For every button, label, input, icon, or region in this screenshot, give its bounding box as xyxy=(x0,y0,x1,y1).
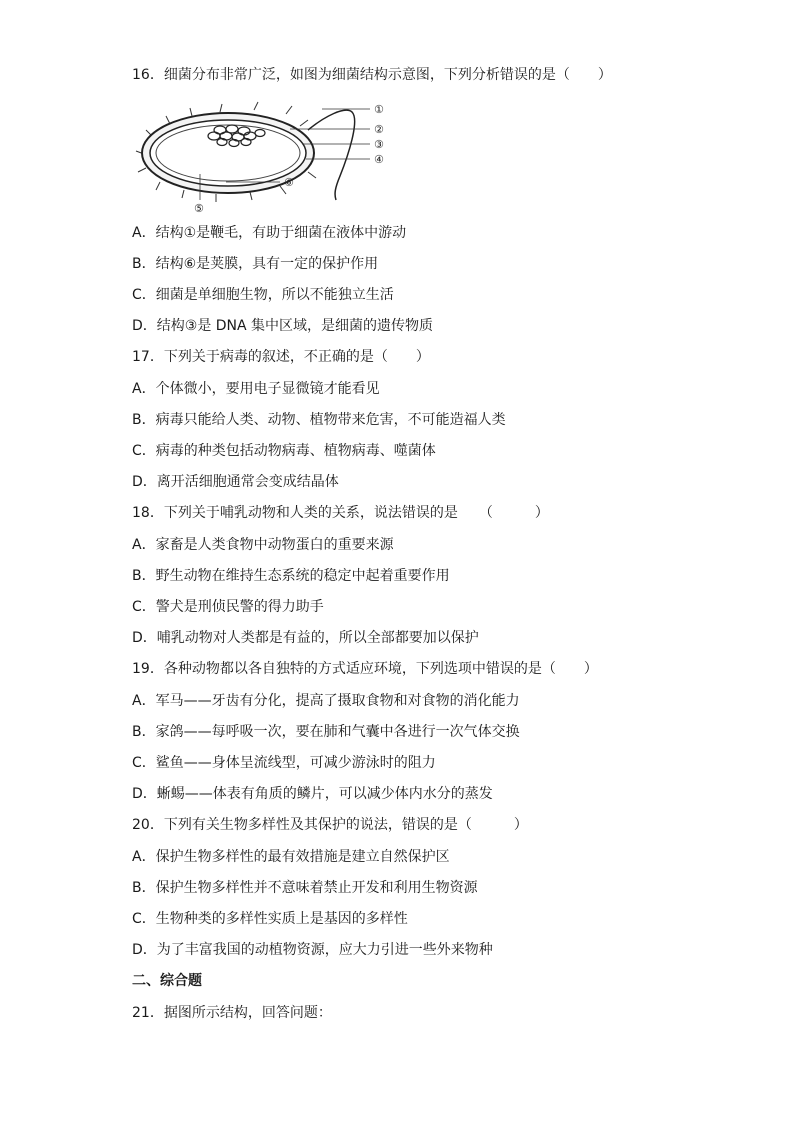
question-20-option-c: C．生物种类的多样性实质上是基因的多样性 xyxy=(132,911,408,927)
question-16-option-d: D．结构③是 DNA 集中区域，是细菌的遗传物质 xyxy=(132,318,434,334)
question-18-stem: 18．下列关于哺乳动物和人类的关系，说法错误的是 （ ） xyxy=(132,505,549,521)
question-19-option-a: A．军马——牙齿有分化，提高了摄取食物和对食物的消化能力 xyxy=(132,693,520,709)
cell-wall-outline xyxy=(150,120,306,186)
question-18-option-b: B．野生动物在维持生态系统的稳定中起着重要作用 xyxy=(132,568,450,584)
question-17-stem: 17．下列关于病毒的叙述，不正确的是（ ） xyxy=(132,349,430,365)
question-18-option-a: A．家畜是人类食物中动物蛋白的重要来源 xyxy=(132,537,394,553)
figure-label-5: ⑤ xyxy=(194,202,204,215)
question-17-option-c: C．病毒的种类包括动物病毒、植物病毒、噬菌体 xyxy=(132,443,436,459)
question-19-option-c: C．鲨鱼——身体呈流线型，可减少游泳时的阻力 xyxy=(132,755,436,771)
question-19-stem: 19．各种动物都以各自独特的方式适应环境，下列选项中错误的是（ ） xyxy=(132,661,598,677)
question-20-option-b: B．保护生物多样性并不意味着禁止开发和利用生物资源 xyxy=(132,880,478,896)
figure-label-3: ③ xyxy=(374,138,384,151)
question-17-option-b: B．病毒只能给人类、动物、植物带来危害，不可能造福人类 xyxy=(132,412,506,428)
question-19-option-d: D．蜥蜴——体表有角质的鳞片，可以减少体内水分的蒸发 xyxy=(132,786,493,802)
figure-label-2: ② xyxy=(374,123,384,136)
section-title: 二、综合题 xyxy=(132,973,202,989)
figure-label-1: ① xyxy=(374,103,384,116)
question-19-option-b: B．家鸽——每呼吸一次，要在肺和气囊中各进行一次气体交换 xyxy=(132,724,520,740)
figure-label-4: ④ xyxy=(374,153,384,166)
question-21-stem: 21．据图所示结构，回答问题： xyxy=(132,1005,332,1021)
question-16-option-c: C．细菌是单细胞生物，所以不能独立生活 xyxy=(132,287,394,303)
question-18-option-d: D．哺乳动物对人类都是有益的，所以全部都要加以保护 xyxy=(132,630,479,646)
question-16-option-a: A．结构①是鞭毛，有助于细菌在液体中游动 xyxy=(132,225,407,241)
question-16-stem: 16．细菌分布非常广泛，如图为细菌结构示意图，下列分析错误的是（ ） xyxy=(132,67,612,83)
flagellum xyxy=(308,110,355,200)
bacteria-structure-diagram xyxy=(130,96,400,216)
question-20-stem: 20．下列有关生物多样性及其保护的说法，错误的是（ ） xyxy=(132,817,528,833)
question-20-option-d: D．为了丰富我国的动植物资源，应大力引进一些外来物种 xyxy=(132,942,493,958)
figure-label-6: ⑥ xyxy=(284,176,294,189)
question-17-option-d: D．离开活细胞通常会变成结晶体 xyxy=(132,474,339,490)
question-16-option-b: B．结构⑥是荚膜，具有一定的保护作用 xyxy=(132,256,379,272)
question-18-option-c: C．警犬是刑侦民警的得力助手 xyxy=(132,599,324,615)
question-20-option-a: A．保护生物多样性的最有效措施是建立自然保护区 xyxy=(132,849,450,865)
question-17-option-a: A．个体微小，要用电子显微镜才能看见 xyxy=(132,381,380,397)
